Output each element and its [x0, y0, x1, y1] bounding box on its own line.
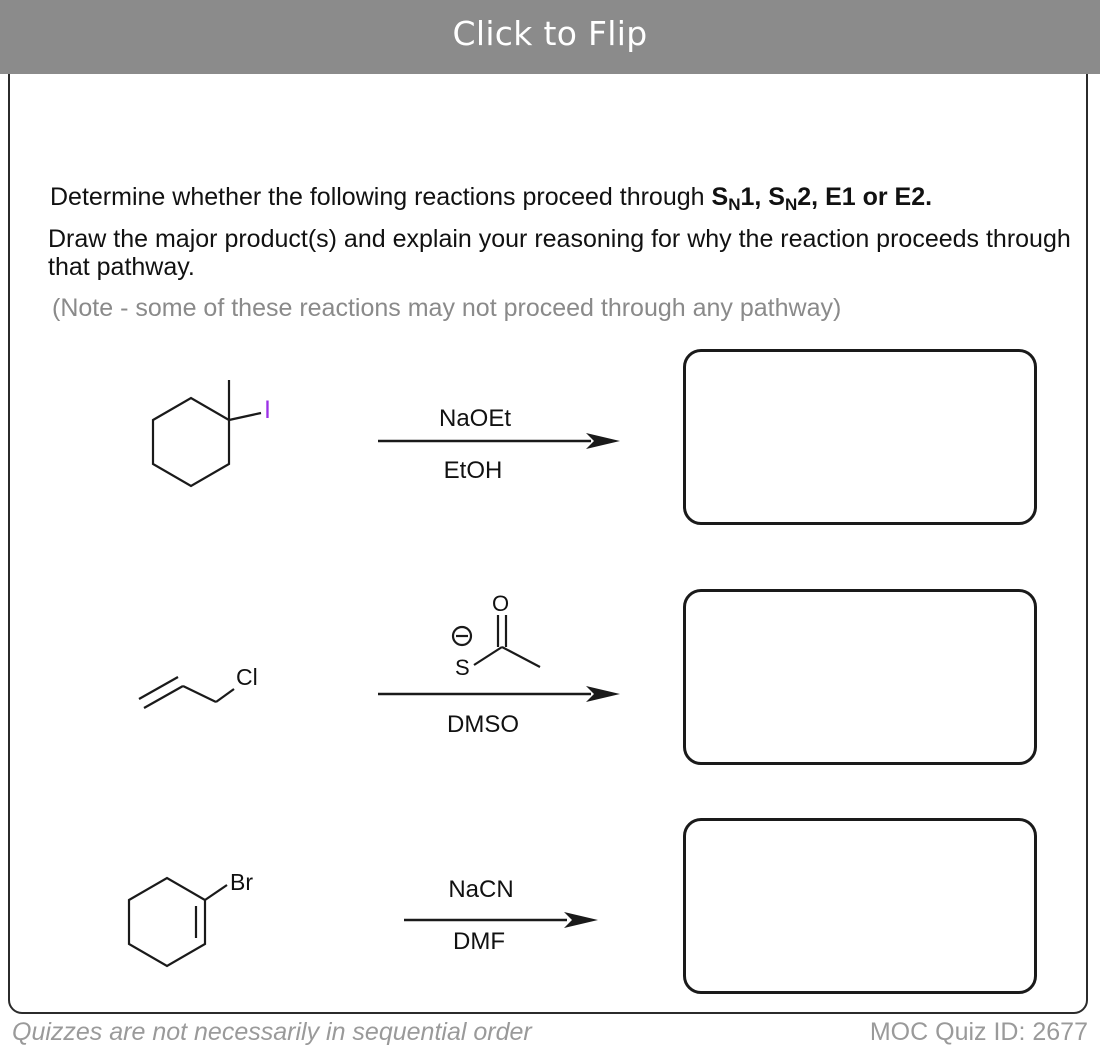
reaction-1-substrate-methyl-iodocyclohexane: [140, 370, 300, 500]
reaction-1-solvent: EtOH: [443, 457, 503, 484]
answer-box-3[interactable]: [683, 818, 1037, 994]
bromine-label: Br: [230, 869, 253, 895]
sn2-number: 2,: [797, 183, 819, 211]
click-to-flip-label[interactable]: Click to Flip: [452, 14, 648, 53]
sulfur-label: S: [455, 655, 470, 680]
sn1-number: 1,: [740, 183, 762, 211]
e-options: E1 or E2.: [825, 183, 933, 211]
iodine-label: I: [264, 396, 271, 424]
reaction-1-reagent-top: NaOEt: [438, 405, 512, 432]
question-prefix: Determine whether the following reactions proceed through: [50, 183, 712, 211]
question-line-2: Draw the major product(s) and explain your reasoning for why the reaction proceeds through that pathway.: [48, 225, 1071, 281]
oxygen-label: O: [492, 591, 510, 616]
chlorine-label: Cl: [236, 664, 258, 690]
reaction-3-solvent: DMF: [453, 928, 505, 955]
question-note: (Note - some of these reactions may not proceed through any pathway): [52, 294, 842, 322]
reaction-1-arrow: [376, 430, 626, 452]
reaction-3-substrate-bromocyclohexene: [118, 862, 278, 982]
footer-sequence-note: Quizzes are not necessarily in sequential order: [12, 1018, 532, 1046]
reaction-2-arrow: [376, 683, 626, 705]
question-line-1: [50, 183, 932, 215]
reaction-2-solvent: DMSO: [447, 711, 519, 738]
footer-quiz-id: MOC Quiz ID: 2677: [869, 1018, 1088, 1046]
sn2-s: S: [768, 183, 785, 211]
reaction-2-substrate-allyl-chloride: [130, 655, 280, 715]
sn1-subscript: N: [728, 195, 741, 214]
sn2-subscript: N: [784, 195, 798, 214]
reaction-3-reagent-top: NaCN: [448, 876, 514, 903]
flip-bar[interactable]: [0, 0, 1100, 74]
answer-box-1[interactable]: [683, 349, 1037, 525]
reaction-2-reagent-thioacetate: [440, 585, 560, 685]
sn1-s: S: [711, 183, 729, 211]
answer-box-2[interactable]: [683, 589, 1037, 765]
